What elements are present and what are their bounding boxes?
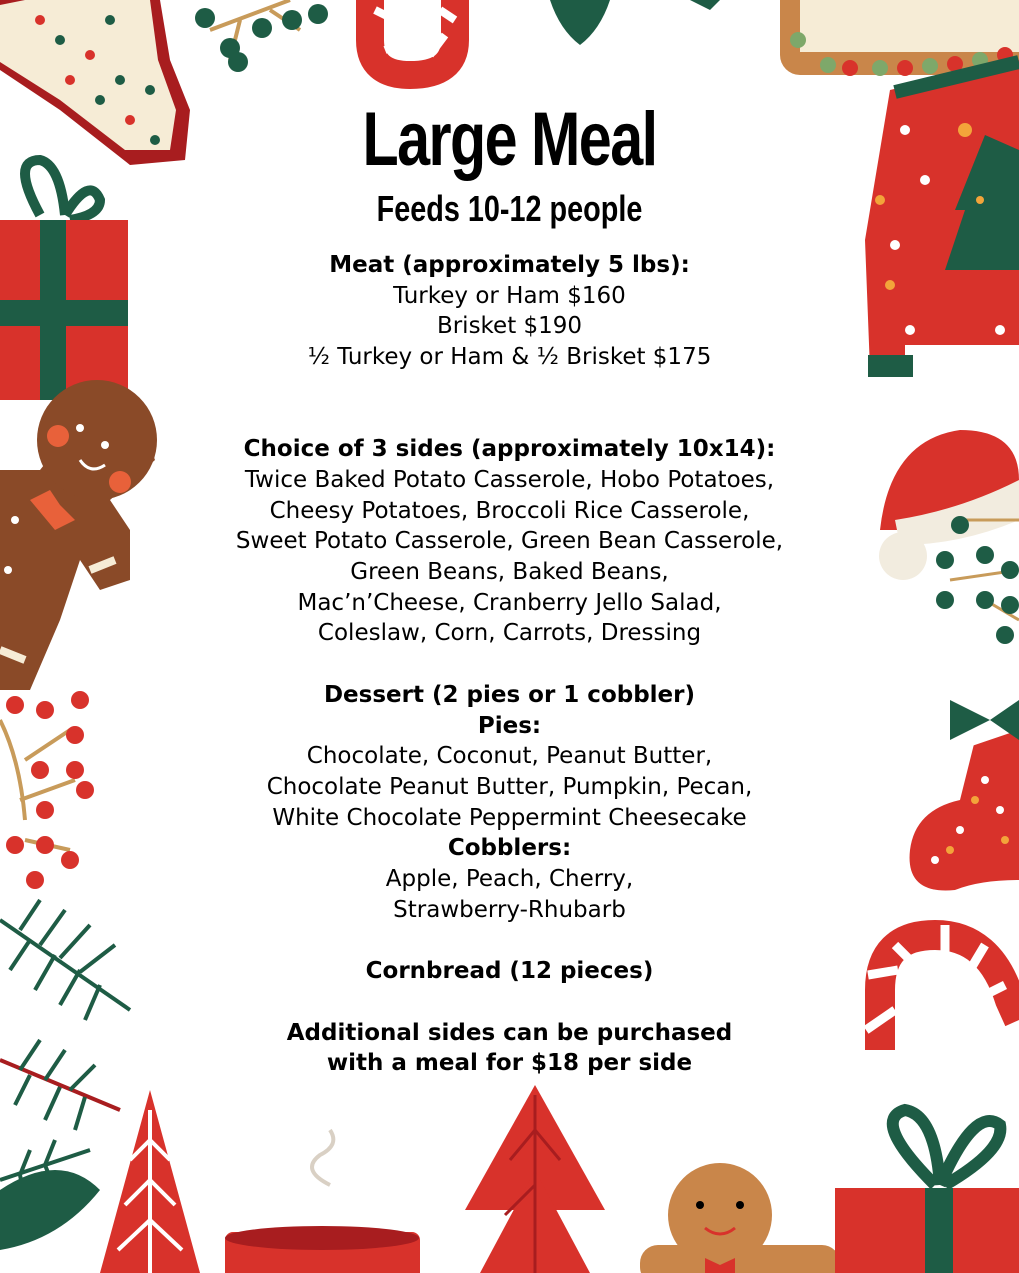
sides-line: Sweet Potato Casserole, Green Bean Casserole, bbox=[235, 528, 784, 555]
holly-berries-icon bbox=[195, 0, 328, 72]
pies-line: Chocolate, Coconut, Peanut Butter, bbox=[306, 743, 713, 770]
page-title: Large Meal bbox=[362, 97, 657, 182]
additional-note: with a meal for $18 per side bbox=[326, 1050, 693, 1077]
sides-line: Twice Baked Potato Casserole, Hobo Potatoes, bbox=[244, 466, 775, 493]
red-tree-icon bbox=[465, 1085, 605, 1273]
gingerbread-man-icon bbox=[0, 380, 157, 690]
page-subtitle: Feeds 10-12 people bbox=[376, 188, 643, 229]
gift-box-icon bbox=[835, 1110, 1019, 1273]
sides-line: Mac’n’Cheese, Cranberry Jello Salad, bbox=[297, 589, 722, 616]
sides-line: Coleslaw, Corn, Carrots, Dressing bbox=[317, 620, 702, 647]
cobblers-line: Apple, Peach, Cherry, bbox=[385, 866, 634, 893]
stocking-icon bbox=[910, 690, 1019, 891]
cornbread-line: Cornbread (12 pieces) bbox=[365, 958, 654, 985]
sides-line: Cheesy Potatoes, Broccoli Rice Casserole, bbox=[269, 497, 750, 524]
meat-option: ½ Turkey or Ham & ½ Brisket $175 bbox=[307, 344, 712, 371]
holly-leaf-icon bbox=[0, 1170, 100, 1250]
gift-box-icon bbox=[0, 160, 128, 400]
pies-heading: Pies: bbox=[477, 712, 542, 739]
tree-cookie-icon bbox=[0, 0, 190, 165]
gingerbread-man-icon bbox=[640, 1163, 840, 1273]
cobblers-line: Strawberry-Rhubarb bbox=[393, 896, 626, 923]
pies-line: White Chocolate Peppermint Cheesecake bbox=[272, 804, 747, 831]
menu-body bbox=[170, 250, 849, 1079]
red-berries-branch-icon bbox=[0, 691, 94, 889]
pine-branch-icon bbox=[0, 900, 130, 1200]
holly-leaf-icon bbox=[550, 0, 720, 45]
sides-line: Green Beans, Baked Beans, bbox=[350, 559, 669, 586]
meat-option: Brisket $190 bbox=[436, 313, 583, 340]
pies-line: Chocolate Peanut Butter, Pumpkin, Pecan, bbox=[266, 773, 753, 800]
cocoa-mug-icon bbox=[225, 1130, 420, 1273]
ugly-sweater-icon bbox=[865, 60, 1019, 377]
dessert-heading: Dessert (2 pies or 1 cobbler) bbox=[323, 681, 696, 708]
meat-option: Turkey or Ham $160 bbox=[393, 282, 626, 309]
additional-note: Additional sides can be purchased bbox=[286, 1019, 733, 1046]
sides-heading: Choice of 3 sides (approximately 10x14): bbox=[243, 436, 776, 463]
striped-tree-icon bbox=[100, 1090, 200, 1273]
cobblers-heading: Cobblers: bbox=[447, 835, 572, 862]
candy-cane-icon bbox=[370, 0, 455, 75]
candy-cane-icon bbox=[866, 925, 1019, 1050]
meat-heading: Meat (approximately 5 lbs): bbox=[329, 252, 690, 278]
